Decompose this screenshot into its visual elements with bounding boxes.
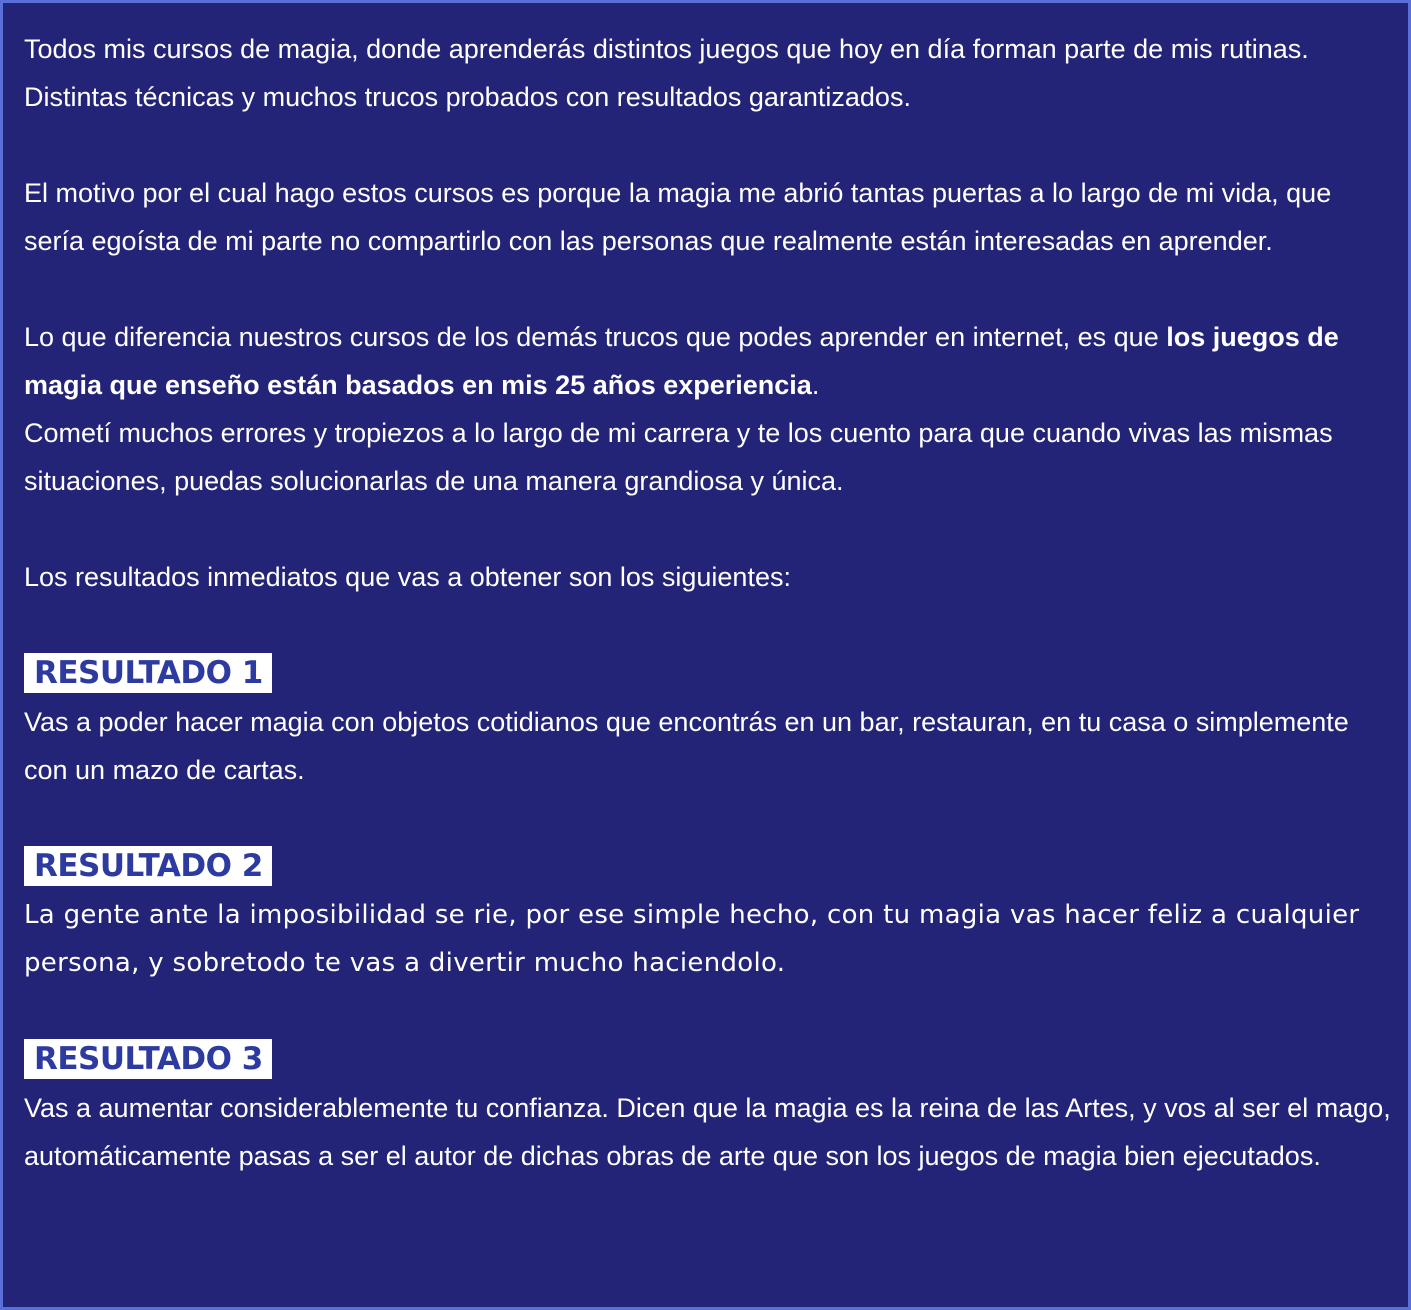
spacer <box>24 505 1394 553</box>
result-block-2 <box>24 842 1394 987</box>
intro-paragraph-3-start: Lo que diferencia nuestros cursos de los demás trucos que podes aprender en internet, es que <box>24 322 1167 352</box>
intro-paragraph-4: Cometí muchos errores y tropiezos a lo largo de mi carrera y te los cuento para que cuando vivas las mismas situaciones, puedas solucionarlas de una manera grandiosa y única. <box>24 418 1333 496</box>
intro-paragraph-3 <box>24 313 1394 409</box>
spacer <box>24 794 1394 842</box>
content-body <box>24 25 1394 1180</box>
result-badge-1: RESULTADO 1 <box>24 653 272 693</box>
spacer <box>24 265 1394 313</box>
spacer <box>24 987 1394 1035</box>
intro-paragraph-3-end: . <box>811 370 820 400</box>
intro-paragraph-2: El motivo por el cual hago estos cursos es porque la magia me abrió tantas puertas a lo largo de mi vida, que sería egoísta de mi parte no compartirlo con las personas que realmente están interesadas en aprender. <box>24 178 1332 256</box>
result-block-1 <box>24 649 1394 794</box>
result-badge-2: RESULTADO 2 <box>24 846 272 886</box>
intro-paragraph-1: Todos mis cursos de magia, donde aprenderás distintos juegos que hoy en día forman parte de mis rutinas. Distintas técnicas y muchos trucos probados con resultados garantizados. <box>24 34 1309 112</box>
result-text-2: La gente ante la imposibilidad se rie, por ese simple hecho, con tu magia vas hacer feliz a cualquier persona, y sobretodo te vas a divertir mucho haciendolo. <box>24 900 1360 978</box>
result-badge-3: RESULTADO 3 <box>24 1039 272 1079</box>
intro-paragraph-5: Los resultados inmediatos que vas a obtener son los siguientes: <box>24 562 791 592</box>
result-text-3: Vas a aumentar considerablemente tu confianza. Dicen que la magia es la reina de las Artes, y vos al ser el mago, automáticamente pasas a ser el autor de dichas obras de arte que son los juegos de magia bien ejecutados. <box>24 1093 1391 1171</box>
result-text-1: Vas a poder hacer magia con objetos cotidianos que encontrás en un bar, restauran, en tu casa o simplemente con un mazo de cartas. <box>24 707 1349 785</box>
result-block-3 <box>24 1035 1394 1180</box>
spacer <box>24 601 1394 649</box>
spacer <box>24 121 1394 169</box>
intro-paragraph-3-bold: los juegos de magia que enseño están basados en mis 25 años experiencia <box>24 322 1339 400</box>
